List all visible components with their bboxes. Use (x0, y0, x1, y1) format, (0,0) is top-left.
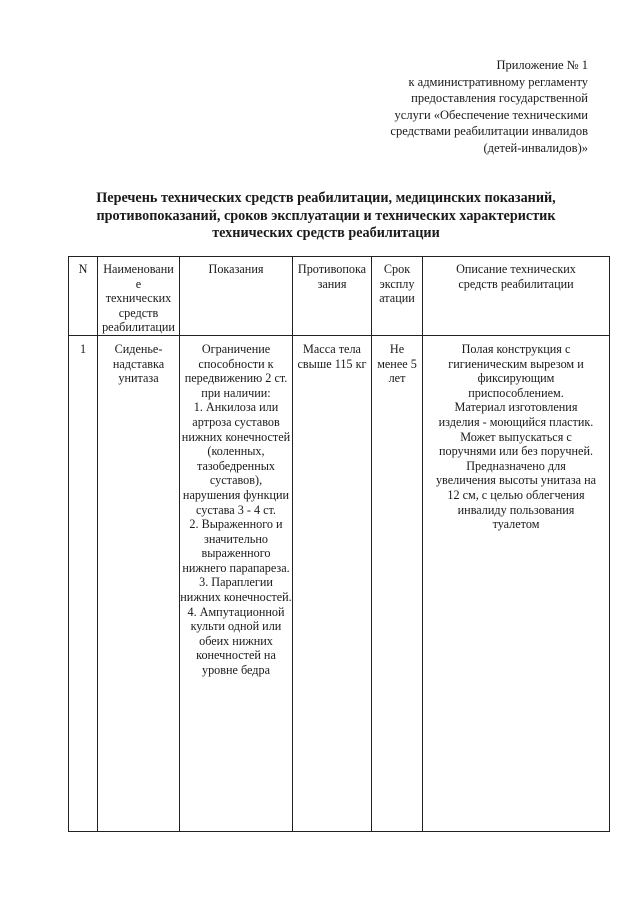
cell-text-line: артроза суставов (192, 414, 280, 429)
title-line: противопоказаний, сроков эксплуатации и технических характеристик (96, 207, 556, 224)
header-indications (180, 257, 293, 336)
title-line: технических средств реабилитации (212, 225, 440, 241)
cell-text-line: надставка (112, 356, 165, 371)
cell-text-line: Полая конструкция с (461, 341, 571, 356)
cell-text-line: реабилитации (102, 320, 175, 335)
cell-text-line: унитаза (118, 371, 159, 386)
cell-text-line: (коленных, (207, 444, 265, 459)
cell-contraindications (293, 335, 372, 831)
cell-text-line: Не (389, 341, 405, 356)
cell-text-line: нижнего парапареза. (182, 560, 290, 575)
header-contraindications (293, 257, 372, 336)
cell-text-line: средств (118, 305, 159, 320)
table-row (69, 335, 610, 831)
header-description (423, 257, 610, 336)
cell-text-line: способности к (198, 356, 274, 371)
appendix-line: (детей-инвалидов)» (483, 140, 588, 155)
cell-text-line: 1. Анкилоза или (193, 400, 279, 415)
cell-text-line: передвижению 2 ст. (184, 371, 288, 386)
cell-text-line: тазобедренных (196, 458, 276, 473)
cell-text-line: фиксирующим (477, 371, 555, 386)
cell-text-line: туалетом (492, 517, 540, 532)
cell-text-line: 4. Ампутационной (187, 604, 285, 619)
cell-text-line: увеличения высоты унитаза на (435, 473, 597, 488)
cell-term (372, 335, 423, 831)
cell-text-line: зания (317, 276, 347, 291)
cell-text-line: Сиденье- (114, 341, 163, 356)
cell-description (423, 335, 610, 831)
cell-name (98, 335, 180, 831)
cell-text-line: свыше 115 кг (297, 356, 367, 371)
cell-text-line: приспособлением. (468, 385, 564, 400)
cell-text-line: поручнями или без поручней. (438, 444, 594, 459)
cell-text-line: е (135, 276, 142, 291)
appendix-line: к административному регламенту (408, 74, 588, 89)
cell-text-line: Показания (208, 262, 264, 276)
cell-text-line: суставов), (209, 473, 263, 488)
cell-text-line: инвалиду пользования (457, 502, 575, 517)
cell-num: 1 (69, 335, 98, 831)
cell-text-line: лет (388, 371, 406, 386)
rehab-means-table (68, 256, 610, 832)
cell-text-line: Срок (383, 262, 411, 276)
cell-text-line: при наличии: (201, 385, 271, 400)
cell-text-line: Ограничение (201, 341, 271, 356)
cell-text-line: Может выпускаться с (460, 429, 572, 444)
cell-text-line: 3. Параплегии (199, 575, 273, 590)
appendix-line: предоставления государственной (411, 91, 588, 105)
cell-text-line: культи одной или (190, 619, 282, 634)
cell-text-line: нарушения функции (182, 487, 290, 502)
cell-text-line: 2. Выраженного и (189, 517, 283, 532)
table-header-row (69, 257, 610, 336)
header-num (69, 257, 98, 336)
document-title (66, 190, 586, 243)
appendix-line: Приложение № 1 (496, 58, 588, 72)
cell-text-line: Предназначено для (466, 458, 566, 473)
cell-text-line: обеих нижних (199, 633, 273, 648)
cell-text-line: изделия - моющийся пластик. (438, 414, 594, 429)
cell-text-line: средств реабилитации (458, 276, 574, 291)
appendix-note (288, 57, 588, 156)
cell-text-line: технических (105, 291, 172, 306)
header-name (98, 257, 180, 336)
cell-text-line: значительно (204, 531, 268, 546)
cell-indications (180, 335, 293, 831)
cell-text-line: нижних конечностей (181, 429, 291, 444)
cell-text-line: конечностей на (196, 648, 276, 663)
appendix-line: средствами реабилитации инвалидов (390, 124, 588, 138)
cell-text-line: Описание технических (456, 262, 576, 276)
cell-text-line: Масса тела (303, 341, 361, 356)
cell-text-line: 12 см, с целью облегчения (447, 487, 585, 502)
cell-text-line: N (78, 262, 88, 276)
cell-text-line: Материал изготовления (454, 400, 578, 415)
appendix-line: услуги «Обеспечение техническими (394, 107, 588, 122)
cell-text-line: уровне бедра (201, 663, 270, 678)
cell-text-line: гигиеническим вырезом и (448, 356, 584, 371)
cell-text-line: выраженного (201, 546, 271, 561)
cell-text-line: менее 5 (377, 356, 417, 371)
title-line: Перечень технических средств реабилитации, медицинских показаний, (96, 190, 556, 206)
cell-text-line: Наименовани (103, 262, 174, 276)
cell-text-line: сустава 3 - 4 ст. (196, 502, 276, 517)
header-term (372, 257, 423, 336)
cell-text-line: эксплу (379, 276, 415, 291)
cell-text-line: нижних конечностей. (180, 590, 292, 605)
cell-text-line: Противопока (297, 262, 367, 276)
cell-text-line: атации (379, 291, 415, 306)
